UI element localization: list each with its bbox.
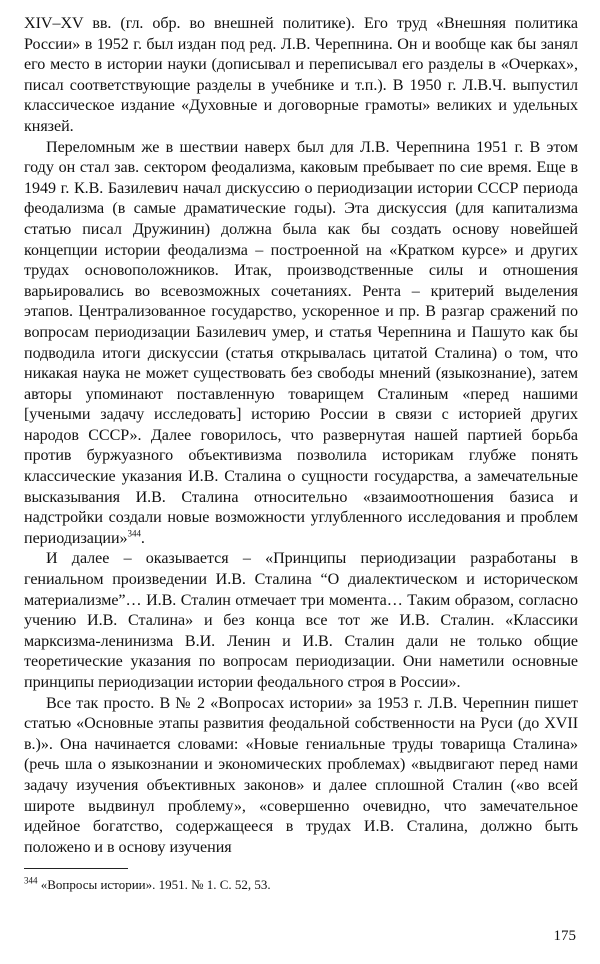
footnote-text: «Вопросы истории». 1951. № 1. С. 52, 53. [37,877,271,892]
paragraph-2-text: Переломным же в шествии наверх был для Л.В. Черепнина 1951 г. В этом году он стал зав. сектором феодализма, каковым пребывает по сие время. Еще в 1949 г. К.В. Базилевич начал дискуссию о периодизации истории СССР периода феодализма (в самые драматические годы). Эта дискуссия (для капитализма статью писал Дружинин) должна была как бы создать основу новейшей концепции истории феодализма – построенной на «Кратком курсе» и других трудах основоположников. Итак, производственные силы и отношения варьировались во всевозможных сочетаниях. Рента – критерий выделения этапов. Централизованное государство, ускоренное и пр. В разгар сражений по вопросам периодизации Базилевич умер, и статья Черепнина и Пашуто как бы подводила итоги дискуссии (статья открывалась цитатой Сталина) о том, что никакая наука не может существовать без свободы мнений (языкознание), затем авторы упоминают поставленную товарищем Сталиным «перед нашими [учеными задачу исследовать] историю России в связи с историей других народов СССР». Далее говорилось, что развернутая нашей партией борьба против буржуазного объективизма позволила историкам глубже понять классические указания И.В. Сталина о сущности государства, а замечательные высказывания И.В. Сталина относительно «взаимоотношения базиса и надстройки создали новые возможности углубленного исследования и проблем периодизации» [24,138,578,547]
footnote-number: 344 [24,875,38,886]
paragraph-2: Переломным же в шествии наверх был для Л.В. Черепнина 1951 г. В этом году он стал зав. сектором феодализма, каковым пребывает по сие время. Еще в 1949 г. К.В. Базилевич начал дискуссию о периодизации истории СССР периода феодализма (в самые драматические годы). Эта дискуссия (для капитализма статью писал Дружинин) должна была как бы создать основу новейшей концепции истории феодализма – построенной на «Кратком курсе» и других трудах основоположников. Итак, производственные силы и отношения варьировались во всевозможных сочетаниях. Рента – критерий выделения этапов. Централизованное государство, ускоренное и пр. В разгар сражений по вопросам периодизации Базилевич умер, и статья Черепнина и Пашуто как бы подводила итоги дискуссии (статья открывалась цитатой Сталина) о том, что никакая наука не может существовать без свободы мнений (языкознание), затем авторы упоминают поставленную товарищем Сталиным «перед нашими [учеными задачу исследовать] историю России в связи с историей других народов СССР». Далее говорилось, что развернутая нашей партией борьба против буржуазного объективизма позволила историкам глубже понять классические указания И.В. Сталина о сущности государства, а замечательные высказывания И.В. Сталина относительно «взаимоотношения базиса и надстройки создали новые возможности углубленного исследования и проблем периодизации»$^{344}$. [24,138,578,547]
paragraph-4: Все так просто. В № 2 «Вопросах истории» за 1953 г. Л.В. Черепнин пишет статью «Основные этапы развития феодальной собственности на Руси (до XVII в.)». Она начинается словами: «Новые гениальные труды товарища Сталина» (речь шла о языкознании и экономических проблемах) «выдвигают перед нами задачу изучения объективных законов» и далее сплошной Сталин («во всей широте выдвинул проблему», «совершенно очевидно, что замечательное идейное богатство, содержащееся в трудах И.В. Сталина, должно быть положено и в основу изучения [24,694,578,856]
page-number: 175 [553,928,576,944]
footnote-divider [24,868,128,869]
page-body [24,14,578,858]
footnote [24,877,271,893]
paragraph-1: XIV–XV вв. (гл. обр. во внешней политике). Его труд «Внешняя политика России» в 1952 г. был издан под ред. Л.В. Черепнина. Он и вообще как бы занял его место в истории науки (дописывал и переписывал его разделы в «Очерках», писал соответствующие разделы в учебнике и т.п.). В 1950 г. Л.В.Ч. выпустил классическое издание «Духовные и договорные грамоты» великих и удельных князей. [24,15,578,135]
footnote-reference: 344 [127,528,141,539]
paragraph-3: И далее – оказывается – «Принципы периодизации разработаны в гениальном произведении И.В. Сталина “О диалектическом и историческом материализме”… И.В. Сталин отмечает три момента… Таким образом, согласно учению И.В. Сталина» и без конца все тот же И.В. Сталин. «Классики марксизма-ленинизма В.И. Ленин и И.В. Сталин дали не только общие теоретические указания по вопросам периодизации. Они наметили основные принципы периодизации истории феодального строя в России». [24,550,578,691]
